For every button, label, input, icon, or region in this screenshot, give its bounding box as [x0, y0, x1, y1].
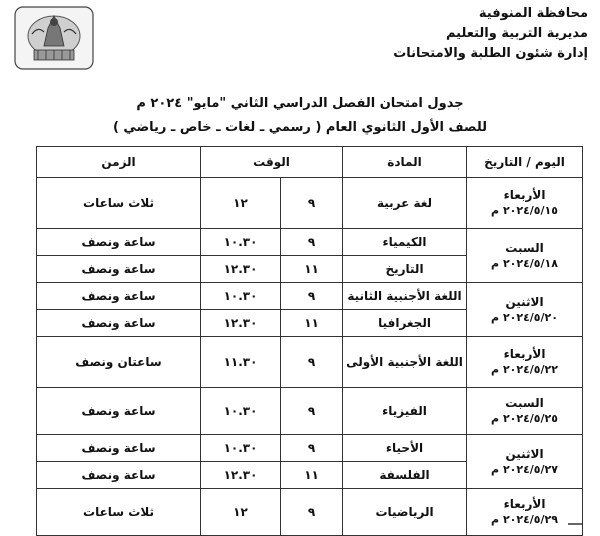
time-to-cell: ١٢.٣٠: [201, 310, 281, 337]
governorate-name: محافظة المنوفية: [478, 6, 588, 21]
table-row: [37, 489, 583, 536]
day-name: الاثنين: [505, 446, 544, 461]
time-to-cell: ١٠.٣٠: [201, 283, 281, 310]
exam-date: ٢٠٢٤/٥/٢٩ م: [491, 513, 558, 526]
time-from-cell: ٩: [281, 229, 343, 256]
day-name: الأربعاء: [503, 347, 546, 361]
subject-cell: التاريخ: [343, 256, 467, 283]
table-row: [37, 435, 583, 462]
day-date-cell: [467, 229, 583, 283]
exam-schedule-table-wrapper: [36, 146, 582, 536]
subject-cell: لغة عربية: [343, 178, 467, 229]
day-name: الاثنين: [505, 294, 544, 309]
table-row: [37, 388, 583, 435]
time-from-cell: ٩: [281, 388, 343, 435]
day-name: الأربعاء: [503, 497, 546, 511]
emblem-logo-icon: [14, 6, 94, 70]
time-to-cell: ١٢.٣٠: [201, 462, 281, 489]
exam-date: ٢٠٢٤/٥/١٥ م: [491, 204, 558, 217]
header-day-date: اليوم / التاريخ: [467, 147, 583, 178]
header-time: الوقت: [201, 147, 343, 178]
page-corner-mark: [568, 519, 582, 525]
time-from-cell: ١١: [281, 462, 343, 489]
header-duration: الزمن: [37, 147, 201, 178]
time-from-cell: ٩: [281, 435, 343, 462]
duration-cell: ساعة ونصف: [37, 310, 201, 337]
time-from-cell: ١١: [281, 310, 343, 337]
table-row: [37, 229, 583, 256]
time-to-cell: ١٢: [201, 178, 281, 229]
day-name: السبت: [505, 396, 544, 410]
time-to-cell: ١٠.٣٠: [201, 229, 281, 256]
exam-date: ٢٠٢٤/٥/١٨ م: [491, 256, 558, 270]
time-to-cell: ١٢: [201, 489, 281, 536]
exam-date: ٢٠٢٤/٥/٢٢ م: [491, 363, 558, 376]
subject-cell: الفلسفة: [343, 462, 467, 489]
time-to-cell: ١٠.٣٠: [201, 388, 281, 435]
time-from-cell: ٩: [281, 337, 343, 388]
subject-cell: اللغة الأجنبية الثانية: [343, 283, 467, 310]
day-date-cell: [467, 435, 583, 489]
time-from-cell: ٩: [281, 283, 343, 310]
duration-cell: ساعة ونصف: [37, 256, 201, 283]
exam-schedule-table: [36, 146, 583, 536]
day-name: الأربعاء: [503, 188, 546, 202]
day-date-cell: [467, 388, 583, 435]
directorate-name: مديرية التربية والتعليم: [445, 26, 588, 41]
subject-cell: الكيمياء: [343, 229, 467, 256]
duration-cell: ساعتان ونصف: [37, 337, 201, 388]
schedule-title: جدول امتحان الفصل الدراسي الثاني "مايو" ٢٠٢٤ م: [136, 96, 464, 111]
day-name: السبت: [505, 240, 544, 255]
table-row: [37, 283, 583, 310]
time-to-cell: ١٠.٣٠: [201, 435, 281, 462]
day-date-cell: [467, 337, 583, 388]
time-to-cell: ١١.٣٠: [201, 337, 281, 388]
duration-cell: ثلاث ساعات: [37, 489, 201, 536]
duration-cell: ساعة ونصف: [37, 229, 201, 256]
subject-cell: الجغرافيا: [343, 310, 467, 337]
subject-cell: الأحياء: [343, 435, 467, 462]
day-date-cell: [467, 283, 583, 337]
schedule-subtitle: للصف الأول الثانوي العام ( رسمي ـ لغات ـ خاص ـ رياضي ): [112, 120, 488, 135]
duration-cell: ساعة ونصف: [37, 435, 201, 462]
duration-cell: ساعة ونصف: [37, 283, 201, 310]
department-name: إدارة شئون الطلبة والامتحانات: [393, 46, 588, 61]
exam-date: ٢٠٢٤/٥/٢٠ م: [491, 310, 558, 324]
header-subject: المادة: [343, 147, 467, 178]
duration-cell: ساعة ونصف: [37, 388, 201, 435]
time-from-cell: ٩: [281, 178, 343, 229]
day-date-cell: [467, 178, 583, 229]
duration-cell: ثلاث ساعات: [37, 178, 201, 229]
time-to-cell: ١٢.٣٠: [201, 256, 281, 283]
subject-cell: الفيزياء: [343, 388, 467, 435]
time-from-cell: ٩: [281, 489, 343, 536]
time-from-cell: ١١: [281, 256, 343, 283]
header-block: [393, 4, 588, 64]
exam-date: ٢٠٢٤/٥/٢٧ م: [491, 462, 558, 476]
table-row: [37, 337, 583, 388]
subject-cell: الرياضيات: [343, 489, 467, 536]
day-date-cell: [467, 489, 583, 536]
table-header-row: [37, 147, 583, 178]
subject-cell: اللغة الأجنبية الأولى: [343, 337, 467, 388]
exam-date: ٢٠٢٤/٥/٢٥ م: [491, 412, 558, 425]
table-row: [37, 178, 583, 229]
duration-cell: ساعة ونصف: [37, 462, 201, 489]
